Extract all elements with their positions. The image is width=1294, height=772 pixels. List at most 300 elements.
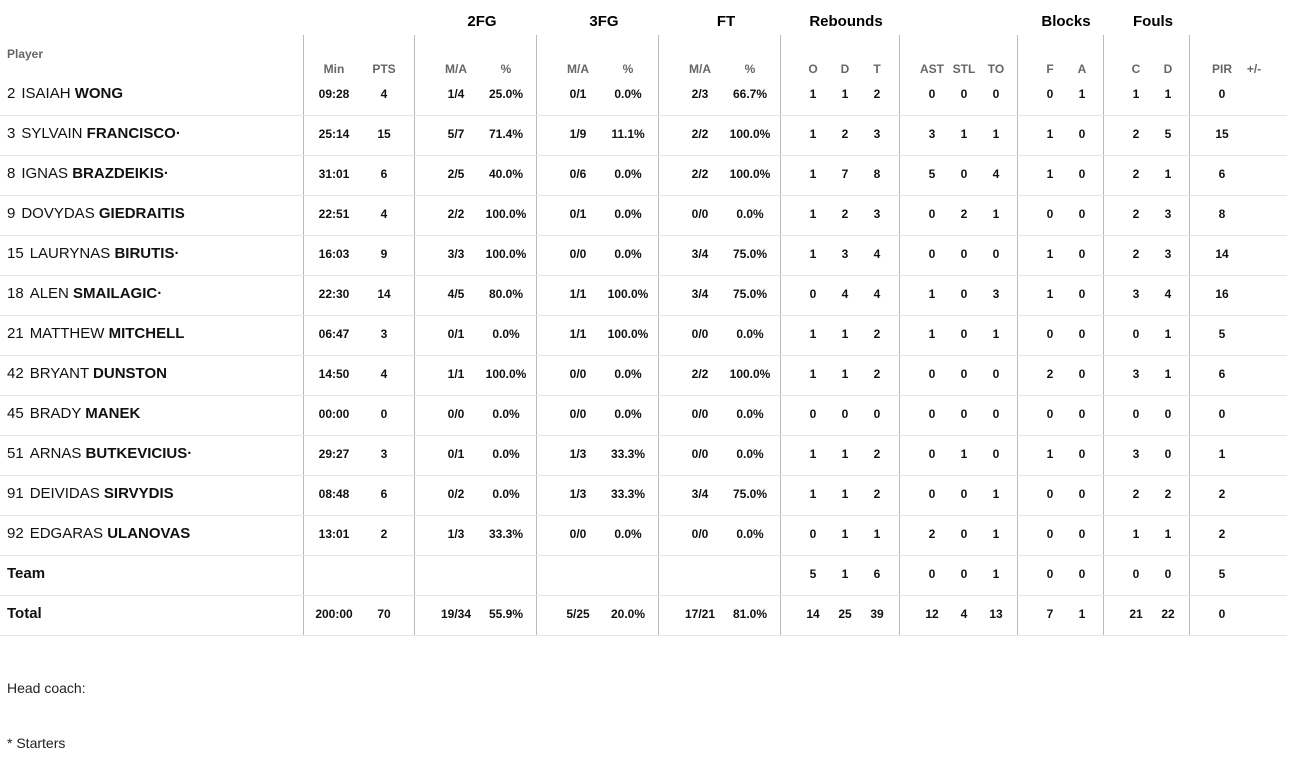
stat-cell: 0 bbox=[992, 87, 1000, 101]
starter-marker: · bbox=[175, 125, 181, 142]
stat-cell: 0 bbox=[928, 207, 936, 221]
stat-cell: 2 bbox=[380, 527, 388, 541]
stat-cell: 1 bbox=[1046, 447, 1054, 461]
player-number: 45 bbox=[7, 405, 24, 422]
stat-cell: 3/4 bbox=[691, 487, 709, 501]
player-first-name: ISAIAH bbox=[21, 85, 71, 102]
stat-cell: 22:30 bbox=[318, 287, 350, 301]
stat-cell: 0 bbox=[960, 487, 968, 501]
stat-cell: 0/0 bbox=[691, 327, 709, 341]
group-header-blocks: Blocks bbox=[1041, 13, 1091, 30]
stat-cell: 21 bbox=[1129, 607, 1143, 621]
stat-cell: 25:14 bbox=[318, 127, 350, 141]
stat-cell: 3 bbox=[1132, 287, 1140, 301]
stat-cell: 0.0% bbox=[614, 207, 642, 221]
stat-cell: 0.0% bbox=[614, 247, 642, 261]
stat-cell: 16:03 bbox=[318, 247, 350, 261]
stat-cell: 1/3 bbox=[447, 527, 465, 541]
player-last-name: BIRUTIS bbox=[114, 245, 175, 262]
player-last-name: DUNSTON bbox=[93, 365, 167, 382]
column-header: STL bbox=[952, 62, 976, 76]
group-header-fouls: Fouls bbox=[1133, 13, 1173, 30]
stat-cell: 1 bbox=[809, 87, 817, 101]
player-first-name: ARNAS bbox=[29, 445, 82, 462]
stat-cell: 22:51 bbox=[318, 207, 350, 221]
stat-cell: 5 bbox=[1164, 127, 1172, 141]
stat-cell: 2 bbox=[1218, 527, 1226, 541]
player-name[interactable] bbox=[7, 285, 162, 302]
row-divider bbox=[0, 355, 1287, 356]
stat-cell: 40.0% bbox=[488, 167, 524, 181]
stat-cell: 33.3% bbox=[610, 447, 646, 461]
stat-cell: 1 bbox=[1078, 607, 1086, 621]
stat-cell: 1 bbox=[841, 447, 849, 461]
player-name[interactable] bbox=[7, 485, 174, 502]
player-number: 21 bbox=[7, 325, 24, 342]
stat-cell: 1 bbox=[841, 367, 849, 381]
stat-cell: 1 bbox=[1046, 167, 1054, 181]
stat-cell: 17/21 bbox=[684, 607, 716, 621]
stat-cell: 0 bbox=[928, 487, 936, 501]
stat-cell: 0 bbox=[809, 287, 817, 301]
stat-cell: 3 bbox=[380, 327, 388, 341]
player-first-name: ALEN bbox=[29, 285, 69, 302]
stat-cell: 0 bbox=[1046, 407, 1054, 421]
stat-cell: 0 bbox=[992, 407, 1000, 421]
stat-cell: 100.0% bbox=[485, 247, 527, 261]
starter-marker: · bbox=[163, 165, 169, 182]
stat-cell: 2 bbox=[1132, 247, 1140, 261]
stat-cell: 0/1 bbox=[447, 447, 465, 461]
table-row bbox=[0, 315, 1294, 355]
stat-cell: 5 bbox=[1218, 327, 1226, 341]
column-header: AST bbox=[920, 62, 944, 76]
stat-cell: 1 bbox=[1164, 167, 1172, 181]
stat-cell: 81.0% bbox=[732, 607, 768, 621]
stat-cell: 100.0% bbox=[607, 327, 649, 341]
stat-cell: 0.0% bbox=[492, 447, 520, 461]
table-row bbox=[0, 555, 1294, 595]
stat-cell: 0.0% bbox=[736, 527, 764, 541]
stat-cell: 0.0% bbox=[492, 487, 520, 501]
stat-cell: 1 bbox=[992, 327, 1000, 341]
stat-cell: 0 bbox=[1132, 567, 1140, 581]
stat-cell: 0/0 bbox=[447, 407, 465, 421]
stat-cell: 80.0% bbox=[488, 287, 524, 301]
stat-cell: 0 bbox=[960, 567, 968, 581]
stat-cell: 7 bbox=[841, 167, 849, 181]
stat-cell: 1 bbox=[1218, 447, 1226, 461]
stat-cell: 19/34 bbox=[440, 607, 472, 621]
stat-cell: 55.9% bbox=[488, 607, 524, 621]
stat-cell: 1 bbox=[809, 247, 817, 261]
group-header-ft: FT bbox=[716, 13, 736, 30]
stat-cell: 2 bbox=[1164, 487, 1172, 501]
row-divider bbox=[0, 435, 1287, 436]
stat-cell: 11.1% bbox=[611, 127, 645, 141]
stat-cell: 1/1 bbox=[569, 327, 587, 341]
player-column-header: Player bbox=[7, 47, 44, 61]
stat-cell: 15 bbox=[377, 127, 391, 141]
stat-cell: 0.0% bbox=[614, 407, 642, 421]
stat-cell: 0/0 bbox=[691, 447, 709, 461]
stat-cell: 0/0 bbox=[569, 367, 587, 381]
stat-cell: 31:01 bbox=[318, 167, 350, 181]
column-header: A bbox=[1077, 62, 1087, 76]
stat-cell: 0/1 bbox=[569, 87, 587, 101]
stat-cell: 8 bbox=[873, 167, 881, 181]
stat-cell: 1/9 bbox=[569, 127, 587, 141]
stat-cell: 8 bbox=[1218, 207, 1226, 221]
stat-cell: 0 bbox=[1078, 487, 1086, 501]
stat-cell: 0 bbox=[809, 407, 817, 421]
table-row bbox=[0, 355, 1294, 395]
stat-cell: 22 bbox=[1161, 607, 1175, 621]
stat-cell: 0/0 bbox=[569, 527, 587, 541]
stat-cell: 0 bbox=[1078, 327, 1086, 341]
player-number: 9 bbox=[7, 205, 16, 222]
stat-cell: 1 bbox=[809, 367, 817, 381]
stat-cell: 4 bbox=[380, 207, 388, 221]
stat-cell: 0 bbox=[1078, 207, 1086, 221]
column-header: F bbox=[1046, 62, 1054, 76]
stat-cell: 0 bbox=[1078, 167, 1086, 181]
player-name[interactable] bbox=[7, 125, 181, 142]
player-name: Team bbox=[7, 565, 46, 582]
stat-cell: 75.0% bbox=[732, 287, 768, 301]
stat-cell: 1 bbox=[1164, 367, 1172, 381]
stat-cell: 100.0% bbox=[729, 127, 771, 141]
stat-cell: 0 bbox=[1046, 527, 1054, 541]
stat-cell: 75.0% bbox=[732, 487, 768, 501]
stat-cell: 2 bbox=[1132, 167, 1140, 181]
table-row bbox=[0, 115, 1294, 155]
table-row bbox=[0, 515, 1294, 555]
starter-marker: · bbox=[157, 285, 163, 302]
stat-cell: 0 bbox=[992, 447, 1000, 461]
player-name[interactable] bbox=[7, 405, 140, 422]
stat-cell: 2 bbox=[1132, 127, 1140, 141]
stat-cell: 0 bbox=[960, 287, 968, 301]
stat-cell: 2 bbox=[1046, 367, 1054, 381]
row-divider bbox=[0, 275, 1287, 276]
stat-cell: 1 bbox=[809, 447, 817, 461]
stat-cell: 1/4 bbox=[447, 87, 465, 101]
stat-cell: 2/2 bbox=[691, 127, 709, 141]
stat-cell: 2 bbox=[873, 367, 881, 381]
row-divider bbox=[0, 235, 1287, 236]
stat-cell: 5/7 bbox=[447, 127, 465, 141]
column-header: % bbox=[744, 62, 756, 76]
stat-cell: 14 bbox=[377, 287, 391, 301]
stat-cell: 3 bbox=[1164, 247, 1172, 261]
stat-cell: 0/0 bbox=[691, 527, 709, 541]
column-header: PTS bbox=[372, 62, 396, 76]
stat-cell: 4 bbox=[841, 287, 849, 301]
stat-cell: 0.0% bbox=[614, 167, 642, 181]
player-first-name: BRADY bbox=[29, 405, 82, 422]
row-divider bbox=[0, 155, 1287, 156]
player-first-name: IGNAS bbox=[21, 165, 69, 182]
stat-cell: 1 bbox=[809, 487, 817, 501]
stat-cell: 1 bbox=[809, 127, 817, 141]
stat-cell: 3/4 bbox=[691, 287, 709, 301]
player-last-name: MITCHELL bbox=[108, 325, 185, 342]
table-row bbox=[0, 595, 1294, 635]
stat-cell: 0 bbox=[992, 247, 1000, 261]
stat-cell: 3 bbox=[1164, 207, 1172, 221]
stat-cell: 0.0% bbox=[614, 367, 642, 381]
stat-cell: 100.0% bbox=[485, 207, 527, 221]
table-row bbox=[0, 155, 1294, 195]
stat-cell: 71.4% bbox=[488, 127, 524, 141]
stat-cell: 12 bbox=[925, 607, 939, 621]
stat-cell: 00:00 bbox=[318, 407, 350, 421]
stat-cell: 0 bbox=[873, 407, 881, 421]
stat-cell: 0 bbox=[1164, 447, 1172, 461]
player-number: 42 bbox=[7, 365, 24, 382]
row-divider bbox=[0, 115, 1287, 116]
row-divider bbox=[0, 195, 1287, 196]
stat-cell: 1/3 bbox=[569, 447, 587, 461]
player-number: 2 bbox=[7, 85, 16, 102]
stat-cell: 2/2 bbox=[447, 207, 465, 221]
stat-cell: 0 bbox=[1078, 527, 1086, 541]
column-header: Min bbox=[323, 62, 345, 76]
stat-cell: 0 bbox=[960, 527, 968, 541]
stat-cell: 0/0 bbox=[569, 247, 587, 261]
player-number: 51 bbox=[7, 445, 24, 462]
stat-cell: 6 bbox=[873, 567, 881, 581]
column-header: TO bbox=[987, 62, 1005, 76]
stat-cell: 1 bbox=[841, 527, 849, 541]
stat-cell: 25 bbox=[838, 607, 852, 621]
stat-cell: 0 bbox=[1078, 247, 1086, 261]
stat-cell: 09:28 bbox=[318, 87, 350, 101]
column-header: +/- bbox=[1246, 62, 1262, 76]
stat-cell: 3 bbox=[928, 127, 936, 141]
stat-cell: 0 bbox=[1046, 487, 1054, 501]
player-name[interactable] bbox=[7, 245, 179, 262]
stat-cell: 2/2 bbox=[691, 367, 709, 381]
stat-cell: 1 bbox=[1078, 87, 1086, 101]
stat-cell: 4 bbox=[873, 287, 881, 301]
stat-cell: 75.0% bbox=[732, 247, 768, 261]
stat-cell: 0 bbox=[992, 367, 1000, 381]
stat-cell: 1/1 bbox=[447, 367, 465, 381]
stat-cell: 1 bbox=[873, 527, 881, 541]
stat-cell: 0 bbox=[1078, 447, 1086, 461]
player-first-name: MATTHEW bbox=[29, 325, 105, 342]
player-first-name: DEIVIDAS bbox=[29, 485, 100, 502]
table-row bbox=[0, 435, 1294, 475]
stat-cell: 0 bbox=[1218, 607, 1226, 621]
player-last-name: FRANCISCO bbox=[86, 125, 176, 142]
stat-cell: 5 bbox=[928, 167, 936, 181]
column-header: D bbox=[840, 62, 850, 76]
stat-cell: 66.7% bbox=[732, 87, 768, 101]
stat-cell: 0 bbox=[928, 247, 936, 261]
column-header: O bbox=[808, 62, 818, 76]
stat-cell: 3/3 bbox=[447, 247, 465, 261]
stat-cell: 1 bbox=[841, 87, 849, 101]
stat-cell: 200:00 bbox=[315, 607, 353, 621]
player-first-name: BRYANT bbox=[29, 365, 89, 382]
group-header-3fg: 3FG bbox=[589, 13, 619, 30]
player-number: 15 bbox=[7, 245, 24, 262]
stat-cell: 0 bbox=[960, 247, 968, 261]
stat-cell: 2 bbox=[1132, 207, 1140, 221]
player-name[interactable] bbox=[7, 445, 192, 462]
stat-cell: 0 bbox=[928, 407, 936, 421]
stat-cell: 0 bbox=[1164, 567, 1172, 581]
stat-cell: 2/2 bbox=[691, 167, 709, 181]
stat-cell: 1 bbox=[1164, 87, 1172, 101]
player-last-name: SIRVYDIS bbox=[103, 485, 174, 502]
player-number: 92 bbox=[7, 525, 24, 542]
stat-cell: 1 bbox=[1046, 127, 1054, 141]
player-number: 91 bbox=[7, 485, 24, 502]
stat-cell: 0 bbox=[1078, 127, 1086, 141]
stat-cell: 1 bbox=[992, 207, 1000, 221]
stat-cell: 0/0 bbox=[691, 407, 709, 421]
row-divider bbox=[0, 635, 1287, 636]
table-row bbox=[0, 75, 1294, 115]
stat-cell: 0/0 bbox=[569, 407, 587, 421]
row-divider bbox=[0, 395, 1287, 396]
stat-cell: 0 bbox=[1046, 327, 1054, 341]
stat-cell: 1 bbox=[1164, 527, 1172, 541]
stat-cell: 3 bbox=[1132, 367, 1140, 381]
column-header: PIR bbox=[1211, 62, 1232, 76]
stat-cell: 1 bbox=[809, 327, 817, 341]
row-divider bbox=[0, 515, 1287, 516]
stat-cell: 0.0% bbox=[614, 527, 642, 541]
starter-marker: · bbox=[174, 245, 180, 262]
stat-cell: 0 bbox=[960, 327, 968, 341]
player-last-name: GIEDRAITIS bbox=[98, 205, 185, 222]
stat-cell: 0 bbox=[1078, 367, 1086, 381]
stat-cell: 3 bbox=[992, 287, 1000, 301]
stat-cell: 3/4 bbox=[691, 247, 709, 261]
stat-cell: 4 bbox=[960, 607, 968, 621]
starters-note: * Starters bbox=[7, 735, 66, 751]
stat-cell: 1 bbox=[992, 127, 1000, 141]
stat-cell: 1 bbox=[992, 527, 1000, 541]
stat-cell: 3 bbox=[1132, 447, 1140, 461]
table-row bbox=[0, 195, 1294, 235]
stat-cell: 13:01 bbox=[318, 527, 350, 541]
stat-cell: 4 bbox=[873, 247, 881, 261]
stat-cell: 100.0% bbox=[607, 287, 649, 301]
stat-cell: 0 bbox=[1046, 87, 1054, 101]
stat-cell: 14 bbox=[1215, 247, 1229, 261]
stat-cell: 5 bbox=[1218, 567, 1226, 581]
row-divider bbox=[0, 555, 1287, 556]
stat-cell: 0 bbox=[928, 447, 936, 461]
stat-cell: 2/5 bbox=[447, 167, 465, 181]
column-header: M/A bbox=[445, 62, 467, 76]
stat-cell: 0 bbox=[809, 527, 817, 541]
stat-cell: 1 bbox=[1164, 327, 1172, 341]
player-name[interactable] bbox=[7, 205, 185, 222]
player-name[interactable] bbox=[7, 525, 190, 542]
stat-cell: 1 bbox=[809, 207, 817, 221]
stat-cell: 0/1 bbox=[447, 327, 465, 341]
stat-cell: 4 bbox=[992, 167, 1000, 181]
stat-cell: 4 bbox=[1164, 287, 1172, 301]
stat-cell: 0.0% bbox=[492, 407, 520, 421]
stat-cell: 16 bbox=[1215, 287, 1229, 301]
stat-cell: 0/2 bbox=[447, 487, 465, 501]
stat-cell: 15 bbox=[1215, 127, 1229, 141]
stat-cell: 0 bbox=[1078, 287, 1086, 301]
stat-cell: 0 bbox=[928, 87, 936, 101]
stat-cell: 13 bbox=[989, 607, 1003, 621]
stat-cell: 9 bbox=[380, 247, 388, 261]
player-number: 3 bbox=[7, 125, 16, 142]
table-row bbox=[0, 475, 1294, 515]
stat-cell: 6 bbox=[380, 167, 388, 181]
stat-cell: 3 bbox=[873, 207, 881, 221]
stat-cell: 1/3 bbox=[569, 487, 587, 501]
stat-cell: 0 bbox=[841, 407, 849, 421]
player-last-name: MANEK bbox=[85, 405, 141, 422]
player-last-name: SMAILAGIC bbox=[73, 285, 158, 302]
stat-cell: 0 bbox=[960, 167, 968, 181]
player-number: 8 bbox=[7, 165, 16, 182]
column-header: C bbox=[1131, 62, 1141, 76]
player-first-name: LAURYNAS bbox=[29, 245, 111, 262]
stat-cell: 70 bbox=[377, 607, 391, 621]
table-row bbox=[0, 395, 1294, 435]
player-number: 18 bbox=[7, 285, 24, 302]
stat-cell: 6 bbox=[1218, 167, 1226, 181]
stat-cell: 7 bbox=[1046, 607, 1054, 621]
player-name[interactable] bbox=[7, 165, 169, 182]
stat-cell: 1 bbox=[1046, 287, 1054, 301]
player-name[interactable] bbox=[7, 85, 123, 102]
stat-cell: 5 bbox=[809, 567, 817, 581]
stat-cell: 0/0 bbox=[691, 207, 709, 221]
player-name[interactable] bbox=[7, 365, 167, 382]
column-header: % bbox=[622, 62, 634, 76]
stat-cell: 4 bbox=[380, 87, 388, 101]
stat-cell: 0 bbox=[1132, 407, 1140, 421]
stat-cell: 0.0% bbox=[736, 207, 764, 221]
stat-cell: 0.0% bbox=[614, 87, 642, 101]
stat-cell: 100.0% bbox=[729, 167, 771, 181]
stat-cell: 1 bbox=[992, 567, 1000, 581]
stat-cell: 1 bbox=[960, 447, 968, 461]
stat-cell: 08:48 bbox=[318, 487, 350, 501]
stat-cell: 1 bbox=[1132, 87, 1140, 101]
stat-cell: 0 bbox=[380, 407, 388, 421]
player-last-name: BUTKEVICIUS bbox=[85, 445, 188, 462]
stat-cell: 0.0% bbox=[736, 447, 764, 461]
stat-cell: 25.0% bbox=[488, 87, 524, 101]
stat-cell: 4/5 bbox=[447, 287, 465, 301]
stat-cell: 0 bbox=[960, 407, 968, 421]
stat-cell: 0 bbox=[960, 367, 968, 381]
stat-cell: 2 bbox=[928, 527, 936, 541]
stat-cell: 2 bbox=[841, 207, 849, 221]
player-last-name: BRAZDEIKIS bbox=[72, 165, 164, 182]
player-name[interactable] bbox=[7, 325, 184, 342]
player-first-name: DOVYDAS bbox=[21, 205, 95, 222]
stat-cell: 3 bbox=[873, 127, 881, 141]
column-header: T bbox=[873, 62, 881, 76]
